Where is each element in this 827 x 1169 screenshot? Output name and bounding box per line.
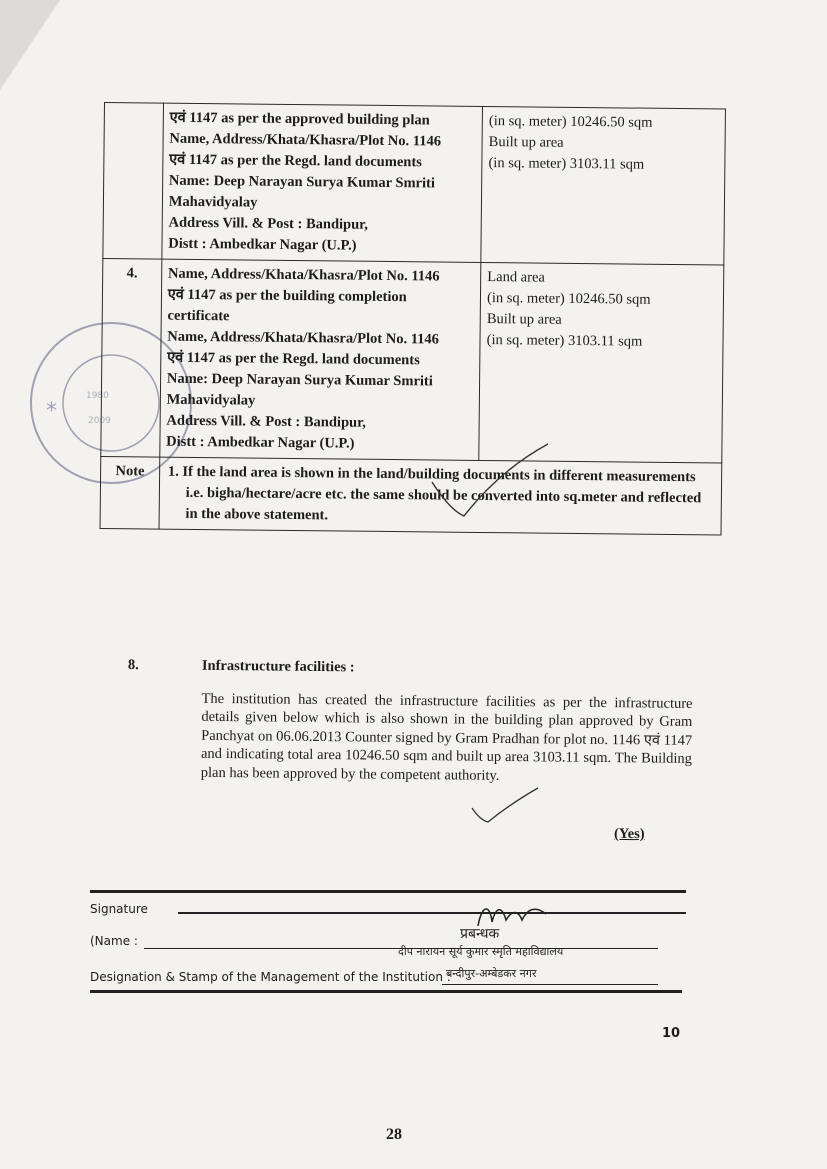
desc-line: एवं 1147 as per the building completion bbox=[167, 286, 407, 306]
folded-corner bbox=[0, 0, 60, 90]
hindi-designation: प्रबन्धक bbox=[460, 926, 500, 942]
tick-mark bbox=[470, 784, 540, 824]
area-line: (in sq. meter) 3103.11 sqm bbox=[488, 155, 645, 173]
area-line: Built up area bbox=[488, 134, 564, 151]
section-title: Infrastructure facilities : bbox=[201, 657, 355, 676]
area-cell bbox=[479, 263, 724, 464]
area-line: Built up area bbox=[486, 311, 562, 328]
svg-text:2009: 2009 bbox=[88, 416, 111, 426]
desc-line: Name, Address/Khata/Khasra/Plot No. 1146 bbox=[169, 130, 442, 150]
hindi-institution-name: दीप नारायन सूर्य कुमार स्मृति महाविद्यालय bbox=[398, 945, 564, 958]
desc-line: Address Vill. & Post : Bandipur, bbox=[168, 214, 369, 233]
page-number-outer: 28 bbox=[386, 1126, 402, 1143]
designation-line bbox=[442, 984, 658, 985]
desc-line: Name, Address/Khata/Khasra/Plot No. 1146 bbox=[167, 265, 440, 285]
row-number-cell bbox=[103, 103, 163, 260]
area-line: (in sq. meter) 3103.11 sqm bbox=[486, 332, 643, 350]
area-line: (in sq. meter) 10246.50 sqm bbox=[488, 113, 653, 131]
area-cell bbox=[481, 106, 725, 265]
table-row bbox=[103, 103, 726, 266]
desc-line: एवं 1147 as per the Regd. land documents bbox=[167, 349, 420, 369]
page-number-inner: 10 bbox=[662, 1026, 681, 1041]
desc-line: Distt : Ambedkar Nagar (U.P.) bbox=[168, 235, 357, 254]
svg-text:1980: 1980 bbox=[86, 391, 109, 401]
section-heading bbox=[128, 656, 693, 680]
description-cell bbox=[162, 103, 483, 262]
desc-line: Name: Deep Narayan Surya Kumar Smriti bbox=[168, 172, 435, 192]
svg-text:*: * bbox=[46, 399, 57, 424]
desc-line: एवं 1147 as per the Regd. land documents bbox=[169, 151, 422, 171]
desc-line: Address Vill. & Post : Bandipur, bbox=[166, 412, 366, 431]
area-line: Land area bbox=[487, 269, 545, 286]
row-number-cell: 4. bbox=[101, 259, 162, 458]
infrastructure-section bbox=[127, 656, 693, 787]
hindi-place: बन्दीपुर-अम्बेडकर नगर bbox=[446, 967, 537, 980]
section-number: 8. bbox=[127, 656, 139, 674]
area-line: (in sq. meter) 10246.50 sqm bbox=[487, 290, 651, 308]
signature-label: Signature bbox=[90, 902, 148, 916]
desc-line: Mahavidyalay bbox=[168, 193, 258, 211]
divider-line bbox=[90, 890, 686, 893]
divider-line bbox=[90, 990, 682, 993]
tick-mark bbox=[430, 440, 550, 520]
signature-line bbox=[178, 912, 686, 914]
designation-label: Designation & Stamp of the Management of the Institution : bbox=[90, 970, 451, 984]
answer-yes: (Yes) bbox=[613, 825, 645, 843]
desc-line: certificate bbox=[167, 307, 230, 325]
name-label: (Name : bbox=[90, 934, 138, 948]
handwritten-signature bbox=[472, 896, 552, 936]
table-row-note bbox=[100, 457, 722, 536]
desc-line: Name: Deep Narayan Surya Kumar Smriti bbox=[166, 370, 433, 390]
note-text: 1. If the land area is shown in the land/building documents in different measurements i.e. bigha/hectare/acre etc. the same should be converted into sq.meter and reflected in the above statement. bbox=[167, 463, 702, 524]
desc-line: Mahavidyalay bbox=[166, 391, 256, 409]
desc-line: Name, Address/Khata/Khasra/Plot No. 1146 bbox=[167, 328, 440, 348]
section-paragraph: The institution has created the infrastructure facilities as per the infrastructure details given below which is also shown in the building plan approved by Gram Panchyat on 06.06.2013 Counter signed by Gram Pradhan for plot no. 1146 एवं 1147 and indicating total area 10246.50 sqm and built up area 3103.11 sqm. The Building plan has been approved by the competent authority. bbox=[200, 690, 693, 784]
description-cell bbox=[160, 259, 481, 460]
desc-line: Distt : Ambedkar Nagar (U.P.) bbox=[166, 433, 355, 452]
land-details-table bbox=[100, 102, 726, 536]
desc-line: एवं 1147 as per the approved building plan bbox=[169, 109, 430, 129]
table-row bbox=[101, 259, 724, 464]
note-label: Note bbox=[100, 457, 160, 530]
